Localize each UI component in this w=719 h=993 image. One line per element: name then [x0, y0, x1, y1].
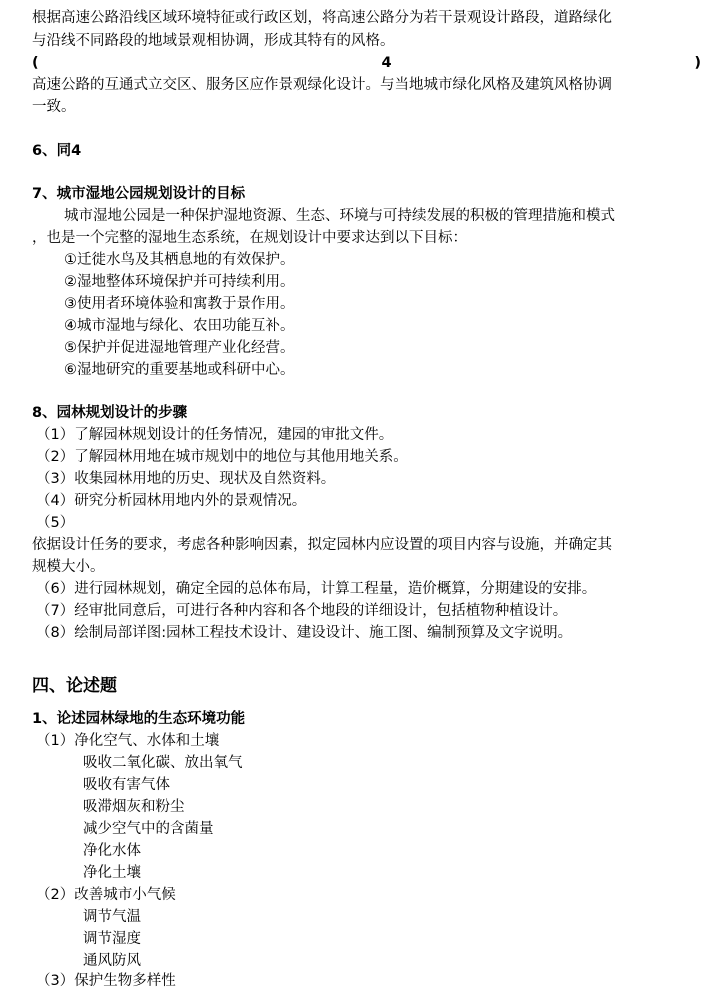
sec8-step: （7）经审批同意后，可进行各种内容和各个地段的详细设计，包括植物种植设计。 [36, 603, 568, 619]
sec7-paragraph: ，也是一个完整的湿地生态系统，在规划设计中要求达到以下目标： [32, 230, 467, 246]
paren-number: 4 [381, 55, 392, 71]
q1-title: 1、论述园林绿地的生态环境功能 [32, 711, 246, 727]
sec7-goal-item: ⑥湿地研究的重要基地或科研中心。 [64, 362, 295, 378]
sec8-step-text: 规模大小。 [32, 559, 105, 575]
sec5-line: 根据高速公路沿线区域环境特征或行政区划，将高速公路分为若干景观设计路段，道路绿化 [32, 10, 612, 26]
sec8-step: （6）进行园林规划，确定全园的总体布局，计算工程量，造价概算，分期建设的安排。 [36, 581, 597, 597]
sec7-goal-item: ⑤保护并促进湿地管理产业化经营。 [64, 340, 295, 356]
sec8-step-text: 依据设计任务的要求，考虑各种影响因素，拟定园林内应设置的项目内容与设施，并确定其 [32, 537, 612, 553]
q1-group-1-item: 吸滞烟灰和粉尘 [83, 799, 185, 815]
sec5-line: 高速公路的互通式立交区、服务区应作景观绿化设计。与当地城市绿化风格及建筑风格协调 [32, 77, 612, 93]
sec5-line: 一致。 [32, 99, 76, 115]
q1-group-2: （2）改善城市小气候 [36, 887, 176, 903]
sec8-step: （5） [36, 515, 75, 531]
sec8-title: 8、园林规划设计的步骤 [32, 405, 188, 421]
sec8-step: （1）了解园林规划设计的任务情况，建园的审批文件。 [36, 427, 394, 443]
sec7-goal-item: ③使用者环境体验和寓教于景作用。 [64, 296, 295, 312]
part4-heading: 四、论述题 [32, 676, 117, 696]
sec5-paren-row [32, 52, 701, 74]
q1-group-1-item: 减少空气中的含菌量 [83, 821, 214, 837]
sec7-paragraph: 城市湿地公园是一种保护湿地资源、生态、环境与可持续发展的积极的管理措施和模式 [64, 208, 615, 224]
q1-group-1-item: 净化土壤 [83, 865, 141, 881]
sec7-goal-item: ②湿地整体环境保护并可持续利用。 [64, 274, 295, 290]
q1-group-2-item: 通风防风 [83, 953, 141, 969]
sec7-title: 7、城市湿地公园规划设计的目标 [32, 186, 246, 202]
sec8-step: （3）收集园林用地的历史、现状及自然资料。 [36, 471, 336, 487]
q1-group-1-item: 净化水体 [83, 843, 141, 859]
paren-close: ) [694, 55, 701, 71]
sec7-goal-item: ④城市湿地与绿化、农田功能互补。 [64, 318, 295, 334]
q1-group-1-item: 吸收有害气体 [83, 777, 170, 793]
sec5-line: 与沿线不同路段的地域景观相协调，形成其特有的风格。 [32, 33, 395, 49]
paren-open: ( [32, 55, 39, 71]
q1-group-3: （3）保护生物多样性 [36, 973, 176, 989]
sec8-step: （4）研究分析园林用地内外的景观情况。 [36, 493, 307, 509]
q1-group-1: （1）净化空气、水体和土壤 [36, 733, 220, 749]
sec7-goal-item: ①迁徙水鸟及其栖息地的有效保护。 [64, 252, 295, 268]
q1-group-2-item: 调节气温 [83, 909, 141, 925]
q1-group-1-item: 吸收二氧化碳、放出氧气 [83, 755, 243, 771]
sec8-step: （2）了解园林用地在城市规划中的地位与其他用地关系。 [36, 449, 408, 465]
sec6-title: 6、同4 [32, 143, 82, 159]
q1-group-2-item: 调节湿度 [83, 931, 141, 947]
sec8-step: （8）绘制局部详图:园林工程技术设计、建设设计、施工图、编制预算及文字说明。 [36, 625, 573, 641]
